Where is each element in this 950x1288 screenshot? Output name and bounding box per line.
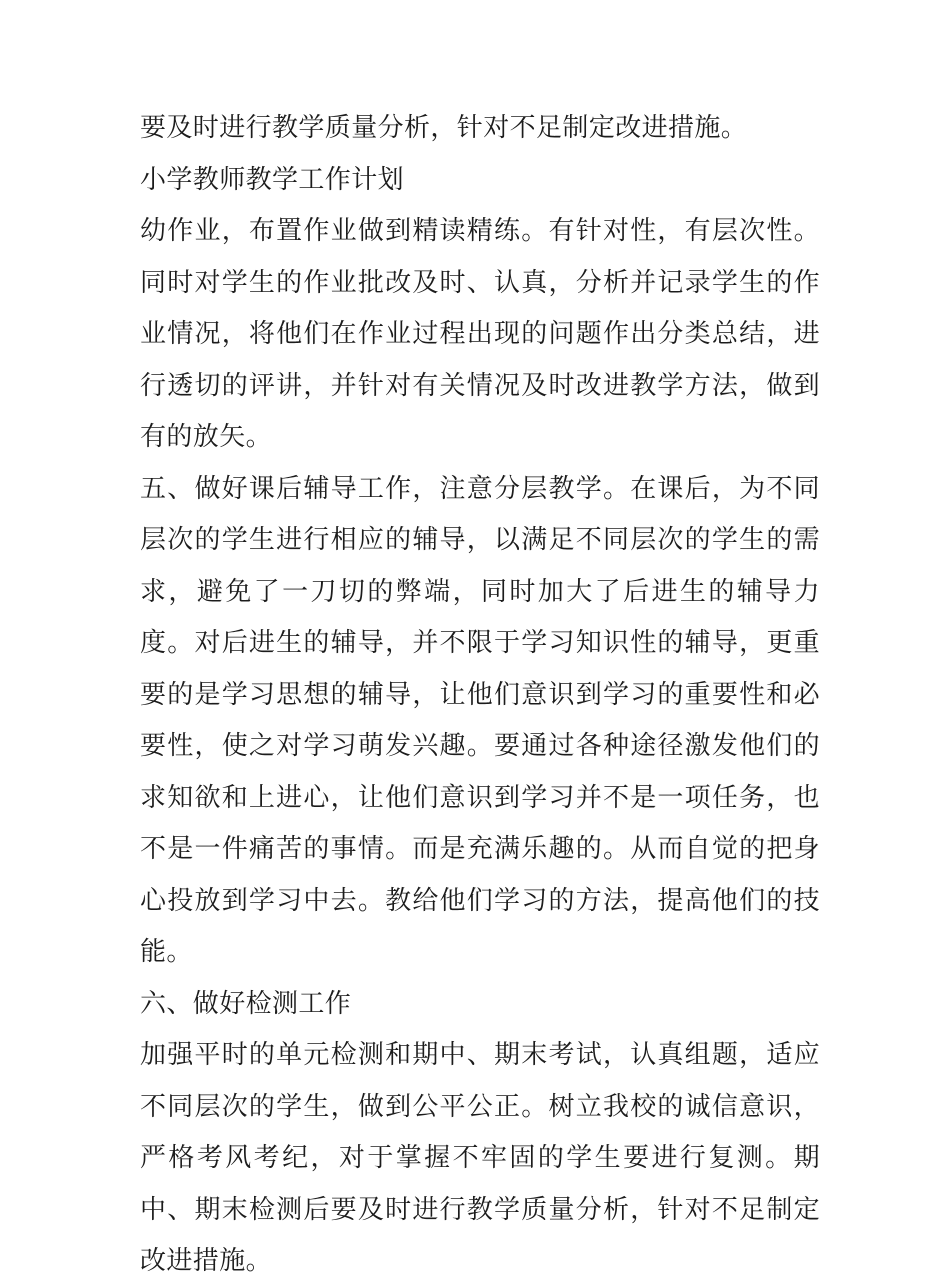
paragraph-testing: 加强平时的单元检测和期中、期末考试，认真组题，适应不同层次的学生，做到公平公正。树立我校的诚信意识，严格考风考纪，对于掌握不牢固的学生要进行复测。期中、期末检测后要及时进行教学质量分析，针对不足制定改进措施。: [140, 1040, 820, 1276]
paragraph-quality-analysis-top: 要及时进行教学质量分析，针对不足制定改进措施。: [140, 113, 748, 143]
document-body: [140, 103, 820, 1288]
section-six-heading: 六、做好检测工作: [140, 988, 352, 1019]
paragraph-homework: 幼作业，布置作业做到精读精练。有针对性，有层次性。同时对学生的作业批改及时、认真，分析并记录学生的作业情况，将他们在作业过程出现的问题作出分类总结，进行透切的评讲，并针对有关情况及时改进教学方法，做到有的放矢。: [140, 216, 820, 452]
document-title: 小学教师教学工作计划: [140, 164, 405, 195]
paragraph-section-five-tutoring: 五、做好课后辅导工作，注意分层教学。在课后，为不同层次的学生进行相应的辅导，以满足不同层次的学生的需求，避免了一刀切的弊端，同时加大了后进生的辅导力度。对后进生的辅导，并不限于学习知识性的辅导，更重要的是学习思想的辅导，让他们意识到学习的重要性和必要性，使之对学习萌发兴趣。要通过各种途径激发他们的求知欲和上进心，让他们意识到学习并不是一项任务，也不是一件痛苦的事情。而是充满乐趣的。从而自觉的把身心投放到学习中去。教给他们学习的方法，提高他们的技能。: [140, 473, 820, 967]
